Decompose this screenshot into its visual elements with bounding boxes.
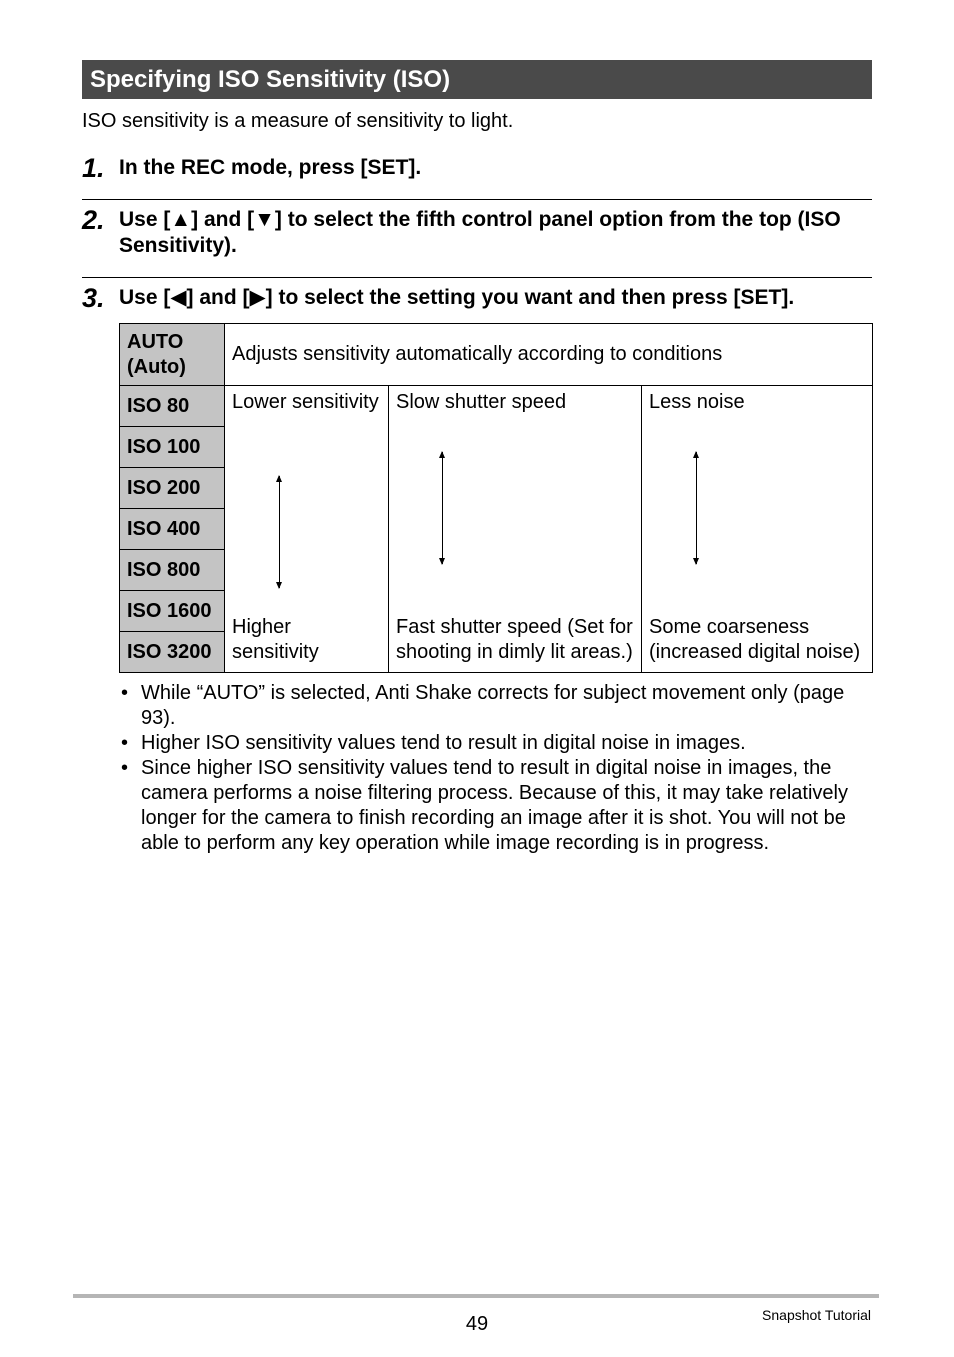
shutter-bottom-label: Fast shutter speed (Set for shooting in dimly lit areas.) xyxy=(396,616,633,663)
shutter-top-label: Slow shutter speed xyxy=(396,391,567,413)
iso-value-cell: ISO 3200 xyxy=(120,632,225,673)
note-text: Since higher ISO sensitivity values tend to result in digital noise in images, the camera performs a noise filtering process. Because of this, it may take relatively longer for the camera to finish recording an image after it is shot. You will not be able to perform any key operation while image recording is in progress. xyxy=(141,757,848,854)
noise-cell xyxy=(642,386,873,673)
note-text: While “AUTO” is selected, Anti Shake corrects for subject movement only (page 93). xyxy=(141,682,845,729)
notes-list xyxy=(119,681,871,856)
iso-value-cell: ISO 200 xyxy=(120,468,225,509)
note-text: Higher ISO sensitivity values tend to result in digital noise in images. xyxy=(141,732,746,754)
noise-top-label: Less noise xyxy=(649,391,745,413)
shutter-speed-cell xyxy=(389,386,642,673)
list-item xyxy=(119,681,871,731)
iso-value-cell: ISO 100 xyxy=(120,427,225,468)
step-divider xyxy=(82,277,872,278)
sensitivity-bottom-label: Higher sensitivity xyxy=(232,616,319,663)
page-number: 49 xyxy=(465,1313,489,1335)
bullet-icon: • xyxy=(121,757,129,779)
bullet-icon: • xyxy=(121,682,129,704)
page-title: Specifying ISO Sensitivity (ISO) xyxy=(90,66,451,93)
section-title-bar xyxy=(82,60,872,99)
iso-value-cell: ISO 400 xyxy=(120,509,225,550)
noise-arrow xyxy=(696,452,697,564)
step-number: 3. xyxy=(82,283,105,313)
sensitivity-top-label: Lower sensitivity xyxy=(232,391,379,413)
iso-value-cell: ISO 1600 xyxy=(120,591,225,632)
auto-label-cell: AUTO (Auto) xyxy=(120,324,225,386)
intro-text: ISO sensitivity is a measure of sensitivity to light. xyxy=(82,110,514,132)
step-text: In the REC mode, press [SET]. xyxy=(119,156,422,179)
step-text: Use [▲] and [▼] to select the fifth control panel option from the top (ISO Sensitivity). xyxy=(119,208,841,257)
sensitivity-cell xyxy=(225,386,389,673)
shutter-arrow xyxy=(442,452,443,564)
list-item xyxy=(119,731,871,756)
step-number: 2. xyxy=(82,205,105,235)
iso-value-cell: ISO 80 xyxy=(120,386,225,427)
footer-divider xyxy=(73,1294,879,1298)
table-row xyxy=(120,386,873,427)
bullet-icon: • xyxy=(121,732,129,754)
auto-description-cell: Adjusts sensitivity automatically according to conditions xyxy=(225,324,873,386)
list-item xyxy=(119,756,871,856)
step-number: 1. xyxy=(82,153,105,183)
sensitivity-arrow xyxy=(279,476,280,588)
table-row xyxy=(120,324,873,386)
step-text: Use [◀] and [▶] to select the setting you want and then press [SET]. xyxy=(119,286,795,309)
noise-bottom-label: Some coarseness (increased digital noise) xyxy=(649,616,861,663)
iso-value-cell: ISO 800 xyxy=(120,550,225,591)
iso-settings-table xyxy=(119,323,873,673)
section-name: Snapshot Tutorial xyxy=(762,1307,871,1323)
step-divider xyxy=(82,199,872,200)
